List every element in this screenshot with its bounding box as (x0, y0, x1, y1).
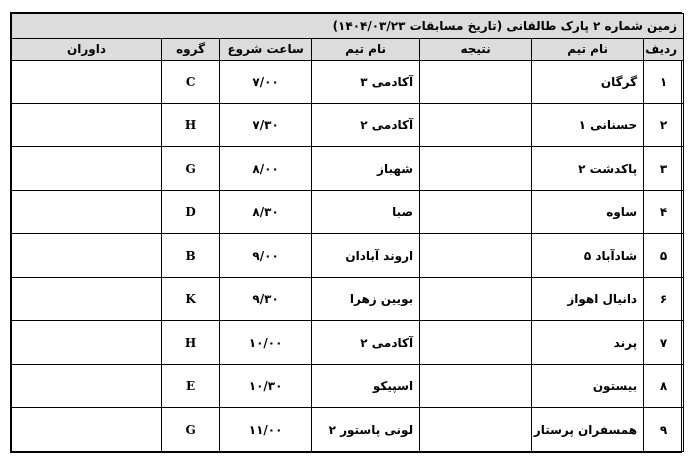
result-cell (420, 190, 532, 233)
result-cell (420, 234, 532, 277)
start-time-cell: ۸/۰۰ (220, 147, 312, 190)
referees-cell (12, 321, 162, 364)
table-row (12, 190, 684, 233)
header-start-time: ساعت شروع (220, 39, 312, 60)
group-cell: E (162, 364, 220, 407)
opponent-cell: آکادمی ۲ (312, 321, 420, 364)
group-cell: H (162, 104, 220, 147)
opponent-cell: اروند آبادان (312, 234, 420, 277)
table-row (12, 147, 684, 190)
result-cell (420, 364, 532, 407)
row-number-cell: ۷ (644, 321, 684, 364)
referees-cell (12, 190, 162, 233)
row-number-cell: ۵ (644, 234, 684, 277)
start-time-cell: ۱۰/۰۰ (220, 321, 312, 364)
table-row (12, 60, 684, 103)
header-result: نتیجه (420, 39, 532, 60)
referees-cell (12, 104, 162, 147)
title-row (12, 14, 684, 39)
team-cell: ساوه (532, 190, 644, 233)
start-time-cell: ۱۱/۰۰ (220, 408, 312, 452)
result-cell (420, 104, 532, 147)
team-cell: پاکدشت ۲ (532, 147, 644, 190)
referees-cell (12, 277, 162, 320)
group-cell: G (162, 408, 220, 452)
group-cell: K (162, 277, 220, 320)
referees-cell (12, 147, 162, 190)
opponent-cell: آکادمی ۳ (312, 60, 420, 103)
header-team: نام تیم (532, 39, 644, 60)
header-opponent: نام تیم (312, 39, 420, 60)
start-time-cell: ۹/۰۰ (220, 234, 312, 277)
row-number-cell: ۶ (644, 277, 684, 320)
team-cell: بیستون (532, 364, 644, 407)
group-cell: D (162, 190, 220, 233)
result-cell (420, 277, 532, 320)
schedule-title: زمین شماره ۲ پارک طالقانی (تاریخ مسابقات ۱۴۰۴/۰۳/۲۳) (12, 14, 684, 39)
start-time-cell: ۹/۳۰ (220, 277, 312, 320)
table-row (12, 408, 684, 452)
referees-cell (12, 408, 162, 452)
team-cell: گرگان (532, 60, 644, 103)
group-cell: C (162, 60, 220, 103)
opponent-cell: بویین زهرا (312, 277, 420, 320)
team-cell: دانیال اهواز (532, 277, 644, 320)
row-number-cell: ۱ (644, 60, 684, 103)
opponent-cell: صبا (312, 190, 420, 233)
referees-cell (12, 60, 162, 103)
table-row (12, 234, 684, 277)
team-cell: پرند (532, 321, 644, 364)
row-number-cell: ۲ (644, 104, 684, 147)
row-number-cell: ۸ (644, 364, 684, 407)
result-cell (420, 408, 532, 452)
start-time-cell: ۷/۰۰ (220, 60, 312, 103)
row-number-cell: ۹ (644, 408, 684, 452)
opponent-cell: اسپیکو (312, 364, 420, 407)
group-cell: H (162, 321, 220, 364)
header-row (12, 39, 684, 60)
match-schedule-table (11, 13, 684, 452)
start-time-cell: ۱۰/۳۰ (220, 364, 312, 407)
header-row-no: ردیف (644, 39, 684, 60)
result-cell (420, 147, 532, 190)
header-referees: داوران (12, 39, 162, 60)
opponent-cell: آکادمی ۲ (312, 104, 420, 147)
group-cell: B (162, 234, 220, 277)
group-cell: G (162, 147, 220, 190)
start-time-cell: ۸/۳۰ (220, 190, 312, 233)
header-group: گروه (162, 39, 220, 60)
row-number-cell: ۴ (644, 190, 684, 233)
referees-cell (12, 234, 162, 277)
table-row (12, 277, 684, 320)
opponent-cell: لونی پاستور ۲ (312, 408, 420, 452)
table-row (12, 104, 684, 147)
table-row (12, 321, 684, 364)
table-row (12, 364, 684, 407)
match-schedule-sheet (10, 12, 682, 453)
result-cell (420, 60, 532, 103)
result-cell (420, 321, 532, 364)
opponent-cell: شهباز (312, 147, 420, 190)
team-cell: همسفران پرستار (532, 408, 644, 452)
team-cell: شادآباد ۵ (532, 234, 644, 277)
row-number-cell: ۳ (644, 147, 684, 190)
team-cell: حسنانی ۱ (532, 104, 644, 147)
referees-cell (12, 364, 162, 407)
start-time-cell: ۷/۳۰ (220, 104, 312, 147)
